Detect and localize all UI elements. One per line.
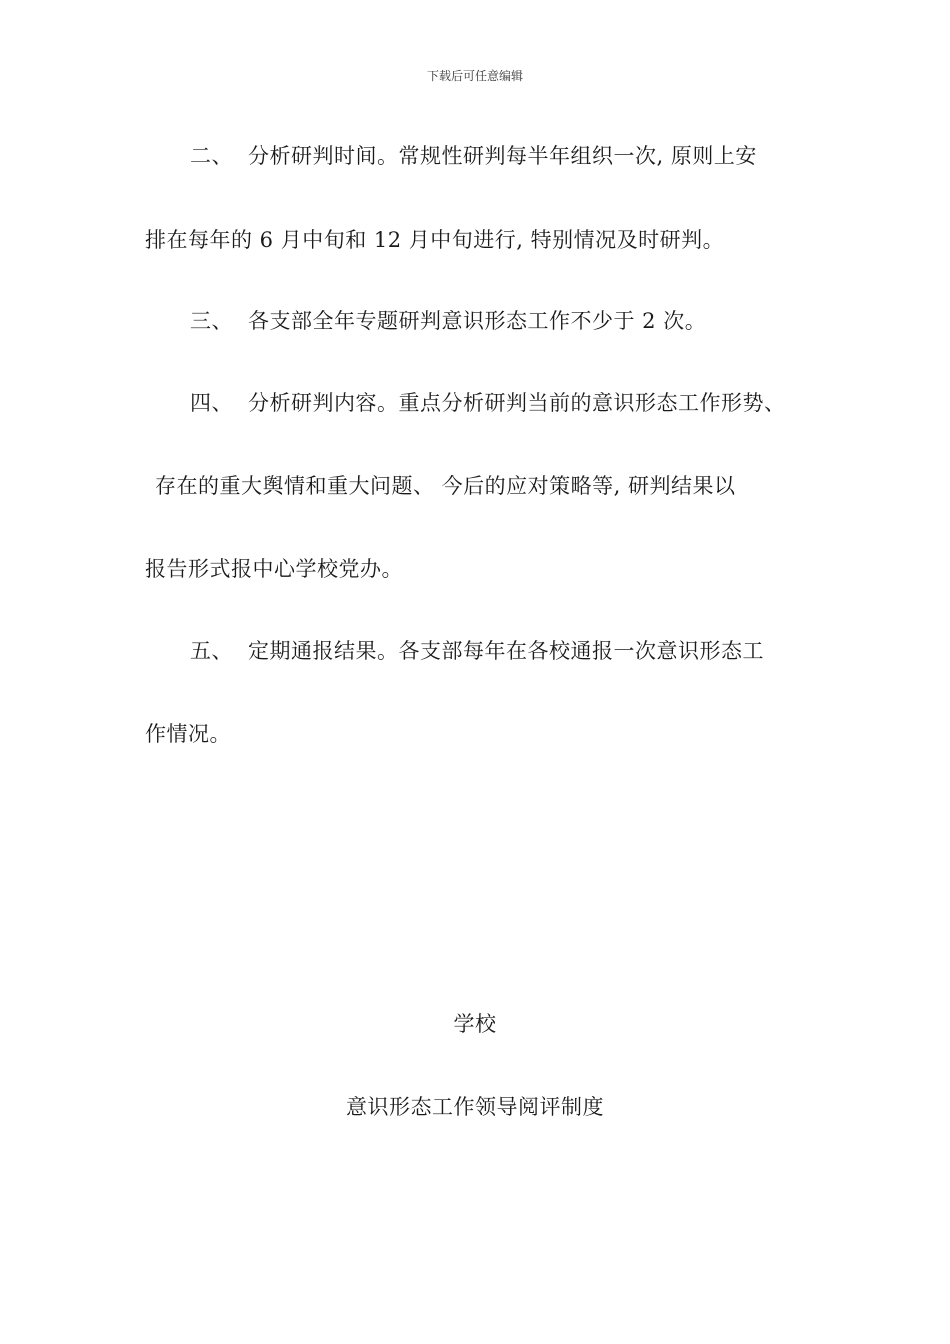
section-5-text-1: 定期通报结果。各支部每年在各校通报一次意识形态工 [248, 639, 764, 663]
section-4-line-1 [190, 387, 786, 417]
section-2-line-2: 排在每年的 6 月中旬和 12 月中旬进行, 特别情况及时研判。 [145, 228, 725, 252]
section-2-number: 二、 [190, 144, 233, 168]
section-3-number: 三、 [190, 309, 233, 333]
section-5-line-2: 作情况。 [145, 722, 231, 746]
section-3-line-1 [190, 305, 706, 335]
section-4-line-3: 报告形式报中心学校党办。 [145, 557, 403, 581]
section-2-text-1: 分析研判时间。常规性研判每半年组织一次, 原则上安 [248, 144, 757, 168]
section-3-text-1: 各支部全年专题研判意识形态工作不少于 2 次。 [248, 309, 707, 333]
section-4-line-2: 存在的重大舆情和重大问题、 今后的应对策略等, 研判结果以 [155, 474, 736, 498]
section-4-text-1: 分析研判内容。重点分析研判当前的意识形态工作形势、 [248, 391, 786, 415]
section-5-number: 五、 [190, 639, 233, 663]
page-header-note: 下载后可任意编辑 [426, 69, 523, 83]
section-2-line-1 [190, 140, 757, 170]
footer-org-name: 学校 [453, 1012, 497, 1036]
section-4-number: 四、 [190, 391, 233, 415]
section-5-line-1 [190, 635, 764, 665]
footer-document-title: 意识形态工作领导阅评制度 [346, 1095, 604, 1119]
